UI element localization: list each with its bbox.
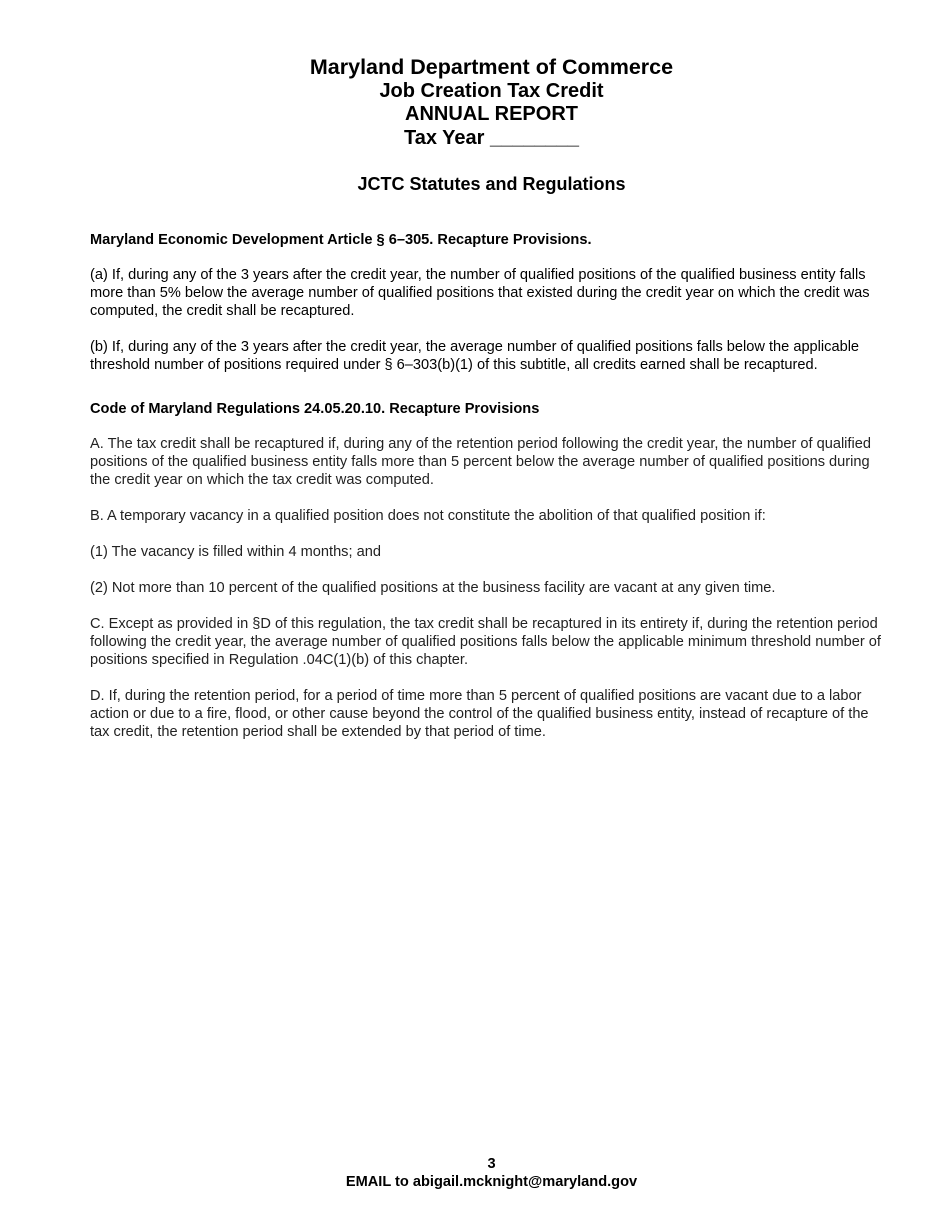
regulation-paragraph-c: C. Except as provided in §D of this regulation, the tax credit shall be recaptured in its entirety if, during the retention period following the credit year, the average number of qualified positions falls below the applicable minimum threshold number of positions specified in Regulation .04C(1)(b) of this chapter. [90, 616, 881, 668]
regulation-paragraph-b: B. A temporary vacancy in a qualified position does not constitute the abolition of that qualified position if: [90, 508, 766, 524]
page-subtitle: JCTC Statutes and Regulations [357, 174, 626, 194]
email-instruction: EMAIL to abigail.mcknight@maryland.gov [345, 1174, 638, 1190]
statute-section [90, 231, 890, 374]
regulation-heading: Code of Maryland Regulations 24.05.20.10. Recapture Provisions [90, 401, 540, 417]
statute-paragraph-b: (b) If, during any of the 3 years after the credit year, the average number of qualified positions falls below the applicable threshold number of positions required under § 6–303(b)(1) of this subtitle, all credits earned shall be recaptured. [90, 339, 860, 373]
report-title: ANNUAL REPORT [405, 103, 578, 125]
regulation-section [90, 400, 890, 741]
page-footer [0, 1155, 950, 1191]
statute-heading: Maryland Economic Development Article § 6–305. Recapture Provisions. [90, 232, 592, 248]
department-title: Maryland Department of Commerce [309, 55, 674, 79]
statute-paragraph-a: (a) If, during any of the 3 years after the credit year, the number of qualified positions of the qualified business entity falls more than 5% below the average number of qualified positions that existed during the credit year on which the credit was computed, the credit shall be recaptured. [90, 267, 870, 319]
regulation-paragraph-a: A. The tax credit shall be recaptured if, during any of the retention period following the credit year, the number of qualified positions of the qualified business entity falls more than 5 percent below the average number of qualified positions during the credit year on which the tax credit was computed. [90, 436, 871, 488]
regulation-paragraph-b2: (2) Not more than 10 percent of the qualified positions at the business facility are vacant at any given time. [90, 580, 776, 596]
page-number: 3 [487, 1156, 496, 1172]
program-title: Job Creation Tax Credit [379, 79, 604, 102]
regulation-paragraph-d: D. If, during the retention period, for a period of time more than 5 percent of qualified positions are vacant due to a labor action or due to a fire, flood, or other cause beyond the control of the qualified business entity, instead of recapture of the tax credit, the retention period shall be extended by that period of time. [90, 688, 869, 740]
tax-year-line: Tax Year ________ [404, 126, 579, 149]
document-header [0, 56, 950, 150]
regulation-paragraph-b1: (1) The vacancy is filled within 4 months; and [90, 544, 381, 560]
document-body [90, 231, 890, 759]
